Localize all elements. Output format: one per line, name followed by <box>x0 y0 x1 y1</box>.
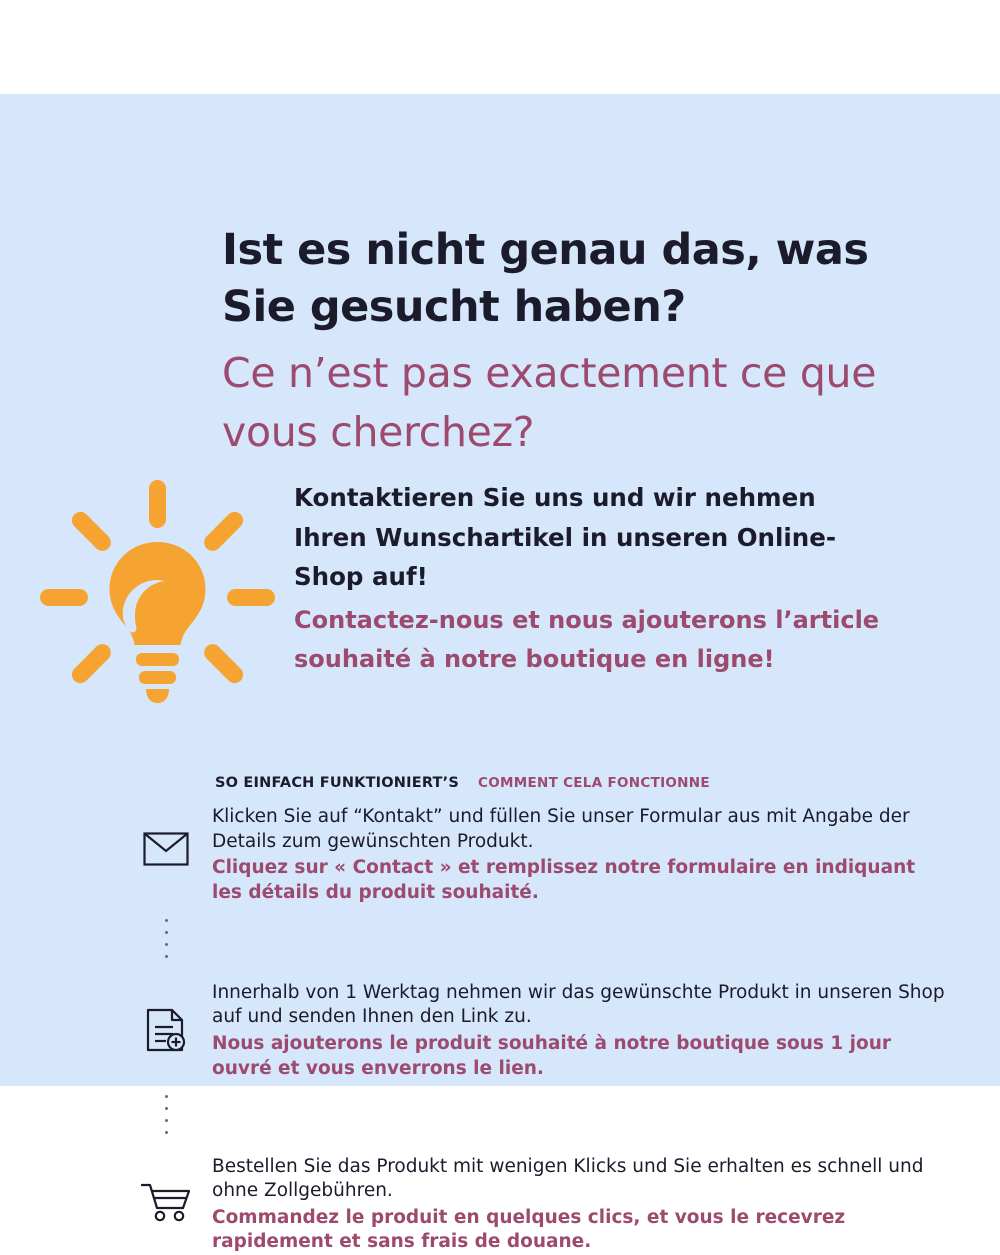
step-text-1 <box>212 802 950 906</box>
step-item-2 <box>120 978 950 1082</box>
envelope-icon <box>120 802 212 866</box>
subheading-german: Kontaktieren Sie uns und wir nehmen Ihren Wunschartikel in unseren Online-Shop auf! <box>294 478 894 597</box>
step-text-3 <box>212 1152 950 1255</box>
subheading-french: Contactez-nous et nous ajouterons l’article souhaité à notre boutique en ligne! <box>294 601 894 679</box>
subheading-block <box>294 478 894 679</box>
headline-german: Ist es nicht genau das, was Sie gesucht haben? <box>222 222 922 336</box>
step-german-2: Innerhalb von 1 Werktag nehmen wir das gewünschte Produkt in unseren Shop auf und senden Ihnen den Link zu. <box>212 981 950 1030</box>
step-french-3: Commandez le produit en quelques clics, et vous le recevrez rapidement et sans frais de douane. <box>212 1206 950 1255</box>
step-french-1: Cliquez sur « Contact » et remplissez notre formulaire en indiquant les détails du produit souhaité. <box>212 856 950 906</box>
lightbulb-icon <box>40 480 275 725</box>
document-add-icon <box>120 978 212 1052</box>
shopping-cart-icon <box>120 1152 212 1222</box>
step-german-1: Klicken Sie auf “Kontakt” und füllen Sie unser Formular aus mit Angabe der Details zum gewünschten Produkt. <box>212 805 950 854</box>
headline-french: Ce n’est pas exactement ce que vous cherchez? <box>222 344 922 463</box>
steps-heading-french: COMMENT CELA FONCTIONNE <box>478 775 710 791</box>
steps-heading <box>215 775 710 791</box>
step-item-1 <box>120 802 950 906</box>
step-item-3 <box>120 1152 950 1255</box>
step-french-2: Nous ajouterons le produit souhaité à notre boutique sous 1 jour ouvré et vous enverrons le lien. <box>212 1032 950 1082</box>
headline-block <box>222 222 922 462</box>
steps-list <box>120 802 950 1255</box>
steps-heading-german: SO EINFACH FUNKTIONIERT’S <box>215 775 459 791</box>
step-german-3: Bestellen Sie das Produkt mit wenigen Klicks und Sie erhalten es schnell und ohne Zollgebühren. <box>212 1155 950 1204</box>
promo-banner <box>0 94 1000 1086</box>
step-connector-1 <box>120 906 212 972</box>
step-text-2 <box>212 978 950 1082</box>
step-connector-2 <box>120 1082 212 1148</box>
